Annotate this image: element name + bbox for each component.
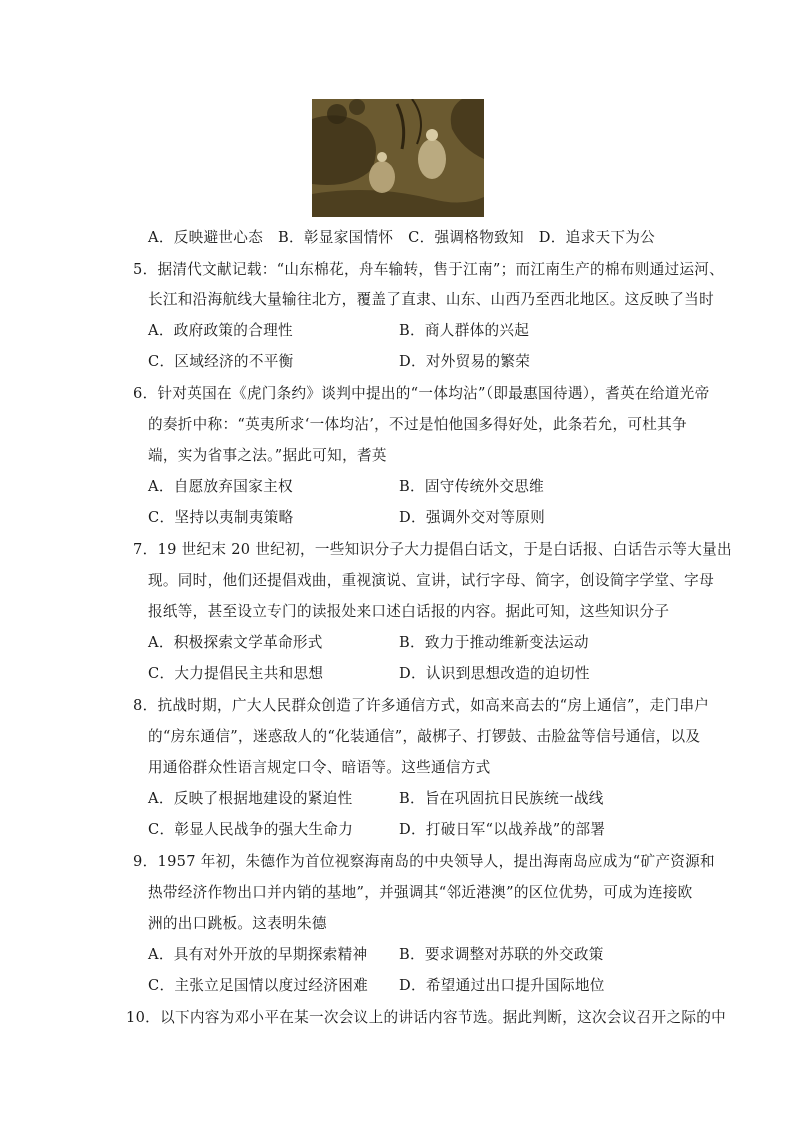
question-5-option-b: B．商人群体的兴起 bbox=[399, 322, 530, 339]
question-6-option-c: C．坚持以夷制夷策略 bbox=[148, 509, 294, 526]
question-6-line-3: 端，实为省事之法。”据此可知，耆英 bbox=[148, 447, 387, 464]
question-6-option-b: B．固守传统外交思维 bbox=[399, 478, 545, 495]
question-5-option-c: C．区域经济的不平衡 bbox=[148, 353, 294, 370]
question-8-option-a: A．反映了根据地建设的紧迫性 bbox=[148, 790, 353, 807]
question-9-option-c: C．主张立足国情以度过经济困难 bbox=[148, 977, 368, 994]
question-8-line-2: 的“房东通信”，迷惑敌人的“化装通信”，敲梆子、打锣鼓、击脸盆等信号通信，以及 bbox=[148, 728, 701, 745]
question-10-line-1: 10．以下内容为邓小平在某一次会议上的讲话内容节选。据此判断，这次会议召开之际的中 bbox=[126, 1009, 727, 1026]
question-8-option-d: D．打破日军“以战养战”的部署 bbox=[399, 821, 606, 838]
question-7-option-b: B．致力于推动维新变法运动 bbox=[399, 634, 589, 651]
question-9-line-2: 热带经济作物出口并内销的基地”，并强调其“邻近港澳”的区位优势，可成为连接欧 bbox=[148, 884, 693, 901]
question-6-option-a: A．自愿放弃国家主权 bbox=[148, 478, 293, 495]
question-7-line-2: 现。同时，他们还提倡戏曲，重视演说、宣讲，试行字母、简字，创设简字学堂、字母 bbox=[148, 572, 714, 589]
image-question-options: A．反映避世心态 B．彰显家国情怀 C．强调格物致知 D．追求天下为公 bbox=[148, 229, 656, 246]
question-6-line-2: 的奏折中称：“英夷所求‘一体均沾’，不过是怕他国多得好处，此条若允，可杜其争 bbox=[148, 416, 687, 433]
question-5-line-2: 长江和沿海航线大量输往北方，覆盖了直隶、山东、山西乃至西北地区。这反映了当时 bbox=[148, 291, 714, 308]
question-7-line-3: 报纸等，甚至设立专门的读报处来口述白话报的内容。据此可知，这些知识分子 bbox=[148, 603, 670, 620]
question-7-option-a: A．积极探索文学革命形式 bbox=[148, 634, 323, 651]
question-7-option-c: C．大力提倡民主共和思想 bbox=[148, 665, 324, 682]
question-9-line-1: 9．1957 年初，朱德作为首位视察海南岛的中央领导人，提出海南岛应成为“矿产资源和 bbox=[133, 853, 715, 870]
question-9-line-3: 洲的出口跳板。这表明朱德 bbox=[148, 915, 327, 932]
question-8-line-1: 8．抗战时期，广大人民群众创造了许多通信方式，如高来高去的“房上通信”，走门串户 bbox=[133, 697, 710, 714]
question-9-option-d: D．希望通过出口提升国际地位 bbox=[399, 977, 605, 994]
question-9-option-b: B．要求调整对苏联的外交政策 bbox=[399, 946, 604, 963]
painting-illustration bbox=[312, 99, 484, 217]
question-8-option-c: C．彰显人民战争的强大生命力 bbox=[148, 821, 354, 838]
question-8-line-3: 用通俗群众性语言规定口令、暗语等。这些通信方式 bbox=[148, 759, 491, 776]
question-6-option-d: D．强调外交对等原则 bbox=[399, 509, 546, 526]
question-8-option-b: B．旨在巩固抗日民族统一战线 bbox=[399, 790, 604, 807]
question-7-line-1: 7．19 世纪末 20 世纪初，一些知识分子大力提倡白话文，于是白话报、白话告示等大量出 bbox=[133, 541, 732, 558]
question-7-option-d: D．认识到思想改造的迫切性 bbox=[399, 665, 590, 682]
question-5-option-a: A．政府政策的合理性 bbox=[148, 322, 293, 339]
question-6-line-1: 6．针对英国在《虎门条约》谈判中提出的“一体均沾”（即最惠国待遇），耆英在给道光帝 bbox=[133, 385, 710, 402]
question-5-option-d: D．对外贸易的繁荣 bbox=[399, 353, 531, 370]
question-9-option-a: A．具有对外开放的早期探索精神 bbox=[148, 946, 368, 963]
question-5-line-1: 5．据清代文献记载：“山东棉花，舟车输转，售于江南”；而江南生产的棉布则通过运河、 bbox=[133, 261, 725, 278]
